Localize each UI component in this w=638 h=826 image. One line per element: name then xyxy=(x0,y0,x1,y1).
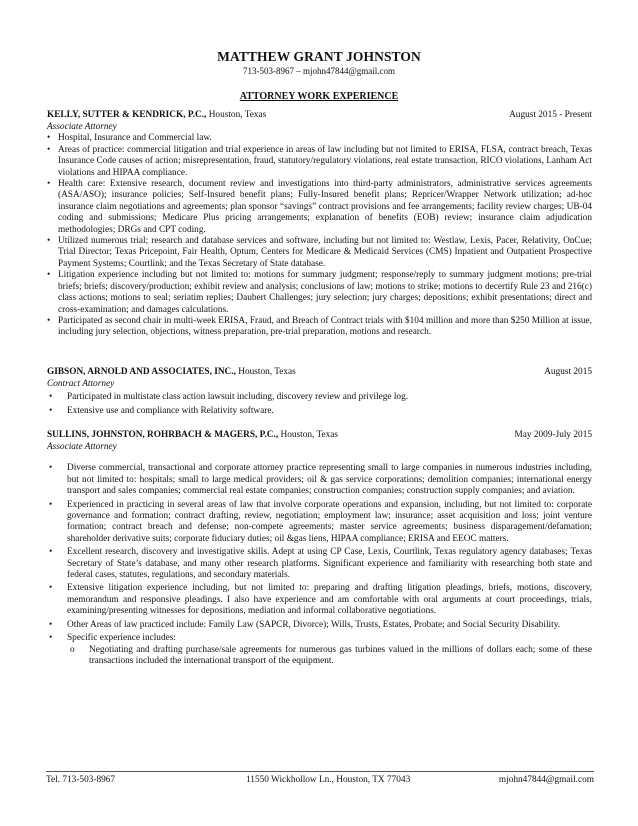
sub-bullet-item: o Negotiating and drafting purchase/sale agreements for numerous gas turbines valued in the millions of dollars each; some of these transactions included the international transport of the equipment. xyxy=(67,645,592,668)
job-dates: May 2009-July 2015 xyxy=(514,430,592,440)
section-title: ATTORNEY WORK EXPERIENCE xyxy=(239,91,399,102)
page-footer xyxy=(46,771,594,786)
job-role: Associate Attorney xyxy=(47,442,117,452)
bullet-item: • Extensive use and compliance with Relativity software. xyxy=(47,406,592,417)
job-location: Houston, Texas xyxy=(238,367,296,377)
job-dates: August 2015 xyxy=(544,367,592,377)
job-location: Houston, Texas xyxy=(208,110,267,120)
bullet-item: • Areas of practice: commercial litigation and trial experience in areas of law including but not limited to ERISA, FLSA, contract breach, Texas Insurance Code causes of action; misrepresentation, fraud, statutory/regulatory violations, real estate transaction, RICO violations, Lanham Act violations and HIPAA compliance. xyxy=(47,145,592,179)
bullet-item: • Hospital, Insurance and Commercial law. xyxy=(47,133,592,144)
bullet-item: • Experienced in practicing in several areas of law that involve corporate operations and expansion, including, but not limited to: corporate governance and formation; contract drafting, review, negotiation; employment law; insurance; asset acquisition and loss; joint venture formation; contract breach and defense; non-compete agreements; master service agreements; business disparagement/defamation; shareholder derivative suits; corporate fiduciary duties; oil &gas liens, HIPAA compliance; ERISA and EEOC matters. xyxy=(47,500,592,546)
footer-email: mjohn47844@gmail.com xyxy=(498,775,594,785)
job-location: Houston, Texas xyxy=(280,430,339,440)
job-header xyxy=(47,430,592,442)
bullet-item: • Extensive litigation experience including, but not limited to: preparing and drafting litigation pleadings, briefs, motions, discovery, memorandum and responsive pleadings. I also have experience and am comfortable with oral arguments at court proceedings, trials, examining/presenting witnesses for depositions, mediation and informal collaborative negotiations. xyxy=(47,583,592,617)
firm-name: SULLINS, JOHNSTON, ROHRBACH & MAGERS, P.C., xyxy=(47,430,279,440)
job-header xyxy=(47,110,592,122)
job-entry-sullins-johnston xyxy=(47,430,592,667)
job-role: Associate Attorney xyxy=(47,122,117,132)
bullet-item xyxy=(47,633,592,667)
sub-bullets xyxy=(67,645,592,668)
candidate-name: MATTHEW GRANT JOHNSTON xyxy=(217,49,421,64)
job-bullets xyxy=(47,463,592,667)
bullet-item: • Litigation experience including but not limited to: motions for summary judgment; response/reply to summary judgment motions; pre-trial briefs; briefs; discovery/production; exhibit review and analysis; conclusions of law; motions to strike; motions to decertify Rule 23 and 216(c) class actions; motions to seal; seriatim replies; Daubert Challenges; jury selection; jury charges; depositions; exhibit presentations; direct and cross-examination; and damages calculations. xyxy=(47,270,592,316)
bullet-item: • Diverse commercial, transactional and corporate attorney practice representing small to large companies in numerous industries including, but not limited to: hospitals; small to large medical providers; oil & gas service corporations; demolition companies; international energy transport and sales companies; commercial real estate companies; construction companies; construction supply companies; and aviation. xyxy=(47,463,592,497)
job-role: Contract Attorney xyxy=(47,379,115,389)
bullet-item: • Participated in multistate class action lawsuit including, discovery review and privilege log. xyxy=(47,392,592,403)
footer-address: 11550 Wickhollow Ln., Houston, TX 77043 xyxy=(246,775,411,785)
job-dates: August 2015 - Present xyxy=(509,110,592,120)
bullet-item: • Participated as second chair in multi-week ERISA, Fraud, and Breach of Contract trials with $104 million and more than $250 Million at issue, including jury selection, objections, witness preparation, pre-trial preparation, motions and research. xyxy=(47,316,592,339)
job-bullets xyxy=(47,133,592,338)
firm-name: KELLY, SUTTER & KENDRICK, P.C., xyxy=(47,110,207,120)
footer-phone: Tel. 713-503-8967 xyxy=(46,775,116,785)
bullet-item: • Health care: Extensive research, document review and investigations into third-party administrators, administrative services agreements (ASA/ASO); insurance policies; Self-Insured benefit plans; Fully-Insured benefit plans; Repricer/Wrapper Network utilization; ad-hoc insurance claim negotiations and agreements; plan sponsor “savings” contract provisions and fee arrangements; facility review charges; UB-04 coding and submissions; Medicare Plus pricing arrangements; explanation of benefits (EOB) review; insurance claim adjudication methodologies; DRGs and CPT coding. xyxy=(47,179,592,236)
bullet-item: • Excellent research, discovery and investigative skills. Adept at using CP Case, Lexis, Courtlink, Texas regulatory agency databases; Texas Secretary of State’s database, and many other research platforms. Significant experience and familiarity with researching both state and federal cases, statutes, regulations, and secondary materials. xyxy=(47,547,592,581)
job-header xyxy=(47,367,592,379)
job-entry-gibson-arnold xyxy=(47,367,592,417)
bullet-item: • Utilized numerous trial; research and database services and software, including but not limited to: Westlaw, Lexis, Pacer, Relativity, OnCue; Trial Director; Texas Pricepoint, Fair Health, Optum, Centers for Medicare & Medicaid Services (CMS) Inpatient and Outpatient Prospective Payment Systems; Courtlink; and the Texas Secretary of State database. xyxy=(47,236,592,270)
bullet-text: Specific experience includes: xyxy=(67,633,176,644)
firm-name: GIBSON, ARNOLD AND ASSOCIATES, INC., xyxy=(47,367,236,377)
contact-line: 713-503-8967 – mjohn47844@gmail.com xyxy=(242,66,396,76)
bullet-item: • Other Areas of law practiced include: Family Law (SAPCR, Divorce); Wills, Trusts, Estates, Probate; and Social Security Disability. xyxy=(47,620,592,631)
job-entry-kelly-sutter xyxy=(47,110,592,339)
job-bullets xyxy=(47,392,592,417)
